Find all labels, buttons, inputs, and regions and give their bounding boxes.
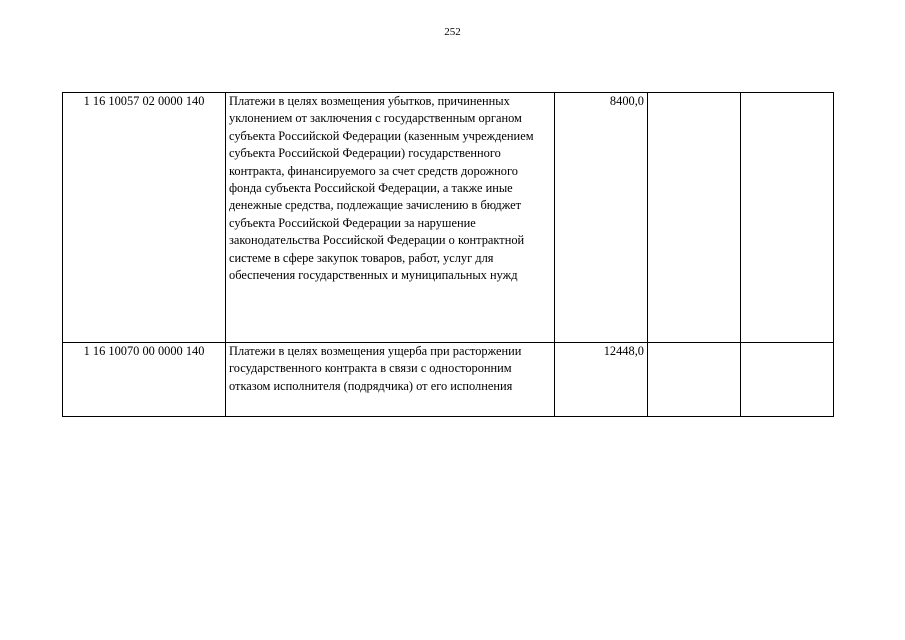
page-number: 252	[444, 26, 461, 38]
amount-cell-2	[648, 343, 741, 417]
revenue-code-cell: 1 16 10057 02 0000 140	[63, 93, 226, 343]
table-row	[63, 343, 834, 417]
revenue-name-cell: Платежи в целях возмещения ущерба при расторжении государственного контракта в связи с односторонним отказом исполнителя (подрядчика) от его исполнения	[226, 343, 555, 417]
amount-cell-3	[741, 93, 834, 343]
table-row	[63, 93, 834, 343]
amount-cell: 8400,0	[555, 93, 648, 343]
amount-cell: 12448,0	[555, 343, 648, 417]
revenue-name-cell: Платежи в целях возмещения убытков, причиненных уклонением от заключения с государственным органом субъекта Российской Федерации (казенным учреждением субъекта Российской Федерации) государственного контракта, финансируемого за счет средств дорожного фонда субъекта Российской Федерации, а также иные денежные средства, подлежащие зачислению в бюджет субъекта Российской Федерации за нарушение законодательства Российской Федерации о контрактной системе в сфере закупок товаров, работ, услуг для обеспечения государственных и муниципальных нужд	[226, 93, 555, 343]
revenue-code-cell: 1 16 10070 00 0000 140	[63, 343, 226, 417]
amount-cell-3	[741, 343, 834, 417]
amount-cell-2	[648, 93, 741, 343]
budget-revenue-table	[62, 92, 834, 417]
